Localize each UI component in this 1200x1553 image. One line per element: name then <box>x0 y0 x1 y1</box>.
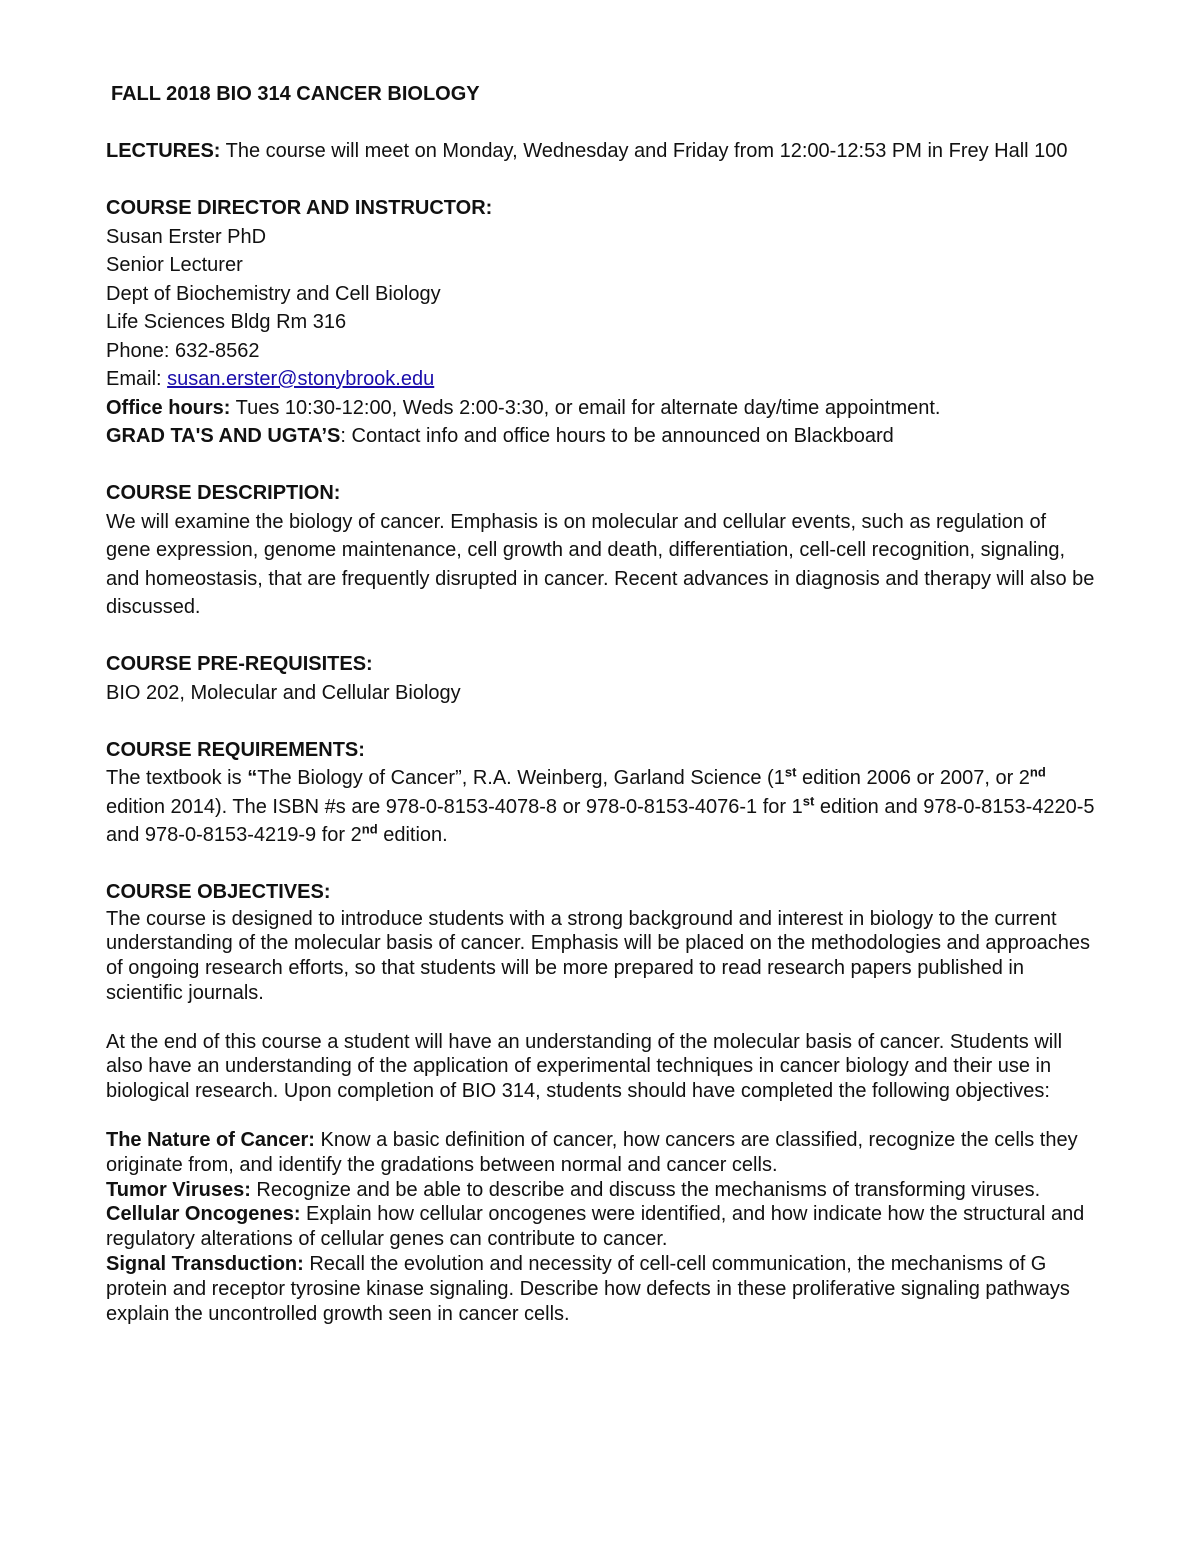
spacer <box>106 451 1096 480</box>
req-quote: “ <box>247 767 258 789</box>
req-sup: st <box>784 764 797 780</box>
description-text: We will examine the biology of cancer. Emphasis is on molecular and cellular events, such as regulation of gene expression, genome maintenance, cell growth and death, differentiation, cell-cell recognition, signaling, and homeostasis, that are frequently disrupted in cancer. Recent advances in diagnosis and therapy will also be discussed. <box>106 510 1095 618</box>
spacer <box>106 707 1096 736</box>
office-hours-line <box>106 394 1096 423</box>
objective-label: Tumor Viruses: <box>106 1178 251 1201</box>
lectures-paragraph <box>106 137 1096 166</box>
spacer <box>106 1006 1096 1030</box>
objectives-para-1: The course is designed to introduce students with a strong background and interest in biology to the current understanding of the molecular basis of cancer. Emphasis will be placed on the methodologies and approaches of ongoing research efforts, so that students will be more prepared to read research papers published in scientific journals. <box>106 907 1090 1004</box>
objective-label: Cellular Oncogenes: <box>106 1203 301 1226</box>
syllabus-body <box>106 80 1096 1326</box>
objective-item <box>106 1128 1096 1178</box>
ta-line <box>106 422 1096 451</box>
prereq-heading: COURSE PRE-REQUISITES: <box>106 653 373 675</box>
objective-item <box>106 1202 1096 1252</box>
director-heading: COURSE DIRECTOR AND INSTRUCTOR: <box>106 197 493 219</box>
objective-text: Recognize and be able to describe and discuss the mechanisms of transforming viruses. <box>250 1178 1041 1201</box>
req-part: The textbook is <box>106 767 248 789</box>
req-sup: nd <box>361 821 378 837</box>
spacer <box>106 109 1096 138</box>
director-phone: Phone: 632-8562 <box>106 339 260 362</box>
director-name: Susan Erster PhD <box>106 225 267 248</box>
objective-item <box>106 1252 1096 1326</box>
office-hours-text: Tues 10:30-12:00, Weds 2:00-3:30, or email for alternate day/time appointment. <box>230 396 941 419</box>
director-room: Life Sciences Bldg Rm 316 <box>106 311 347 333</box>
objective-label: The Nature of Cancer: <box>106 1129 315 1152</box>
prereq-text: BIO 202, Molecular and Cellular Biology <box>106 681 461 704</box>
req-part: edition 2014). The ISBN #s are 978-0-8153-4078-8 or 978-0-8153-4076-1 for 1 <box>106 795 803 818</box>
objective-item <box>106 1178 1096 1203</box>
director-email-line <box>106 365 1096 394</box>
director-dept: Dept of Biochemistry and Cell Biology <box>106 282 441 305</box>
spacer <box>106 622 1096 651</box>
objective-text: Explain how cellular oncogenes were identified, and how indicate how the structural and regulatory alterations of cellular genes can contribute to cancer. <box>106 1203 1085 1251</box>
objective-label: Signal Transduction: <box>106 1253 304 1276</box>
ta-label: GRAD TA'S AND UGTA’S <box>106 425 341 447</box>
description-heading: COURSE DESCRIPTION: <box>106 482 341 504</box>
spacer <box>106 850 1096 879</box>
spacer <box>106 1104 1096 1128</box>
objectives-heading: COURSE OBJECTIVES: <box>106 881 331 903</box>
requirements-heading: COURSE REQUIREMENTS: <box>106 738 365 761</box>
req-sup: nd <box>1029 764 1046 780</box>
ta-text: : Contact info and office hours to be announced on Blackboard <box>340 425 894 447</box>
email-label: Email: <box>106 368 168 390</box>
objectives-para-2: At the end of this course a student will have an understanding of the molecular basis of cancer. Students will also have an understanding of the application of experimental techniques in cancer biology and their use in biological research. Upon completion of BIO 314, students should have completed the following objectives: <box>106 1030 1063 1103</box>
office-hours-label: Office hours: <box>106 396 231 419</box>
page-title: FALL 2018 BIO 314 CANCER BIOLOGY <box>111 83 480 105</box>
req-part: edition. <box>377 824 448 846</box>
req-part: edition and 978-0-8153-4220-5 and 978-0-8153-4219-9 for 2 <box>106 795 1095 846</box>
objective-text: Know a basic definition of cancer, how cancers are classified, recognize the cells they originate from, and identify the gradations between normal and cancer cells. <box>106 1129 1078 1176</box>
director-position: Senior Lecturer <box>106 254 243 276</box>
email-link[interactable]: susan.erster@stonybrook.edu <box>167 368 435 390</box>
lectures-label: LECTURES: <box>106 140 221 162</box>
lectures-text: The course will meet on Monday, Wednesday and Friday from 12:00-12:53 PM in Frey Hall 100 <box>220 140 1068 162</box>
objective-text: Recall the evolution and necessity of cell-cell communication, the mechanisms of G protein and receptor tyrosine kinase signaling. Describe how defects in these proliferative signaling pathways explain the uncontrolled growth seen in cancer cells. <box>106 1253 1070 1325</box>
spacer <box>106 166 1096 195</box>
req-part: The Biology of Cancer”, R.A. Weinberg, Garland Science (1 <box>257 767 785 789</box>
req-part: edition 2006 or 2007, or 2 <box>796 767 1030 789</box>
req-sup: st <box>802 792 815 808</box>
requirements-text <box>106 764 1096 850</box>
